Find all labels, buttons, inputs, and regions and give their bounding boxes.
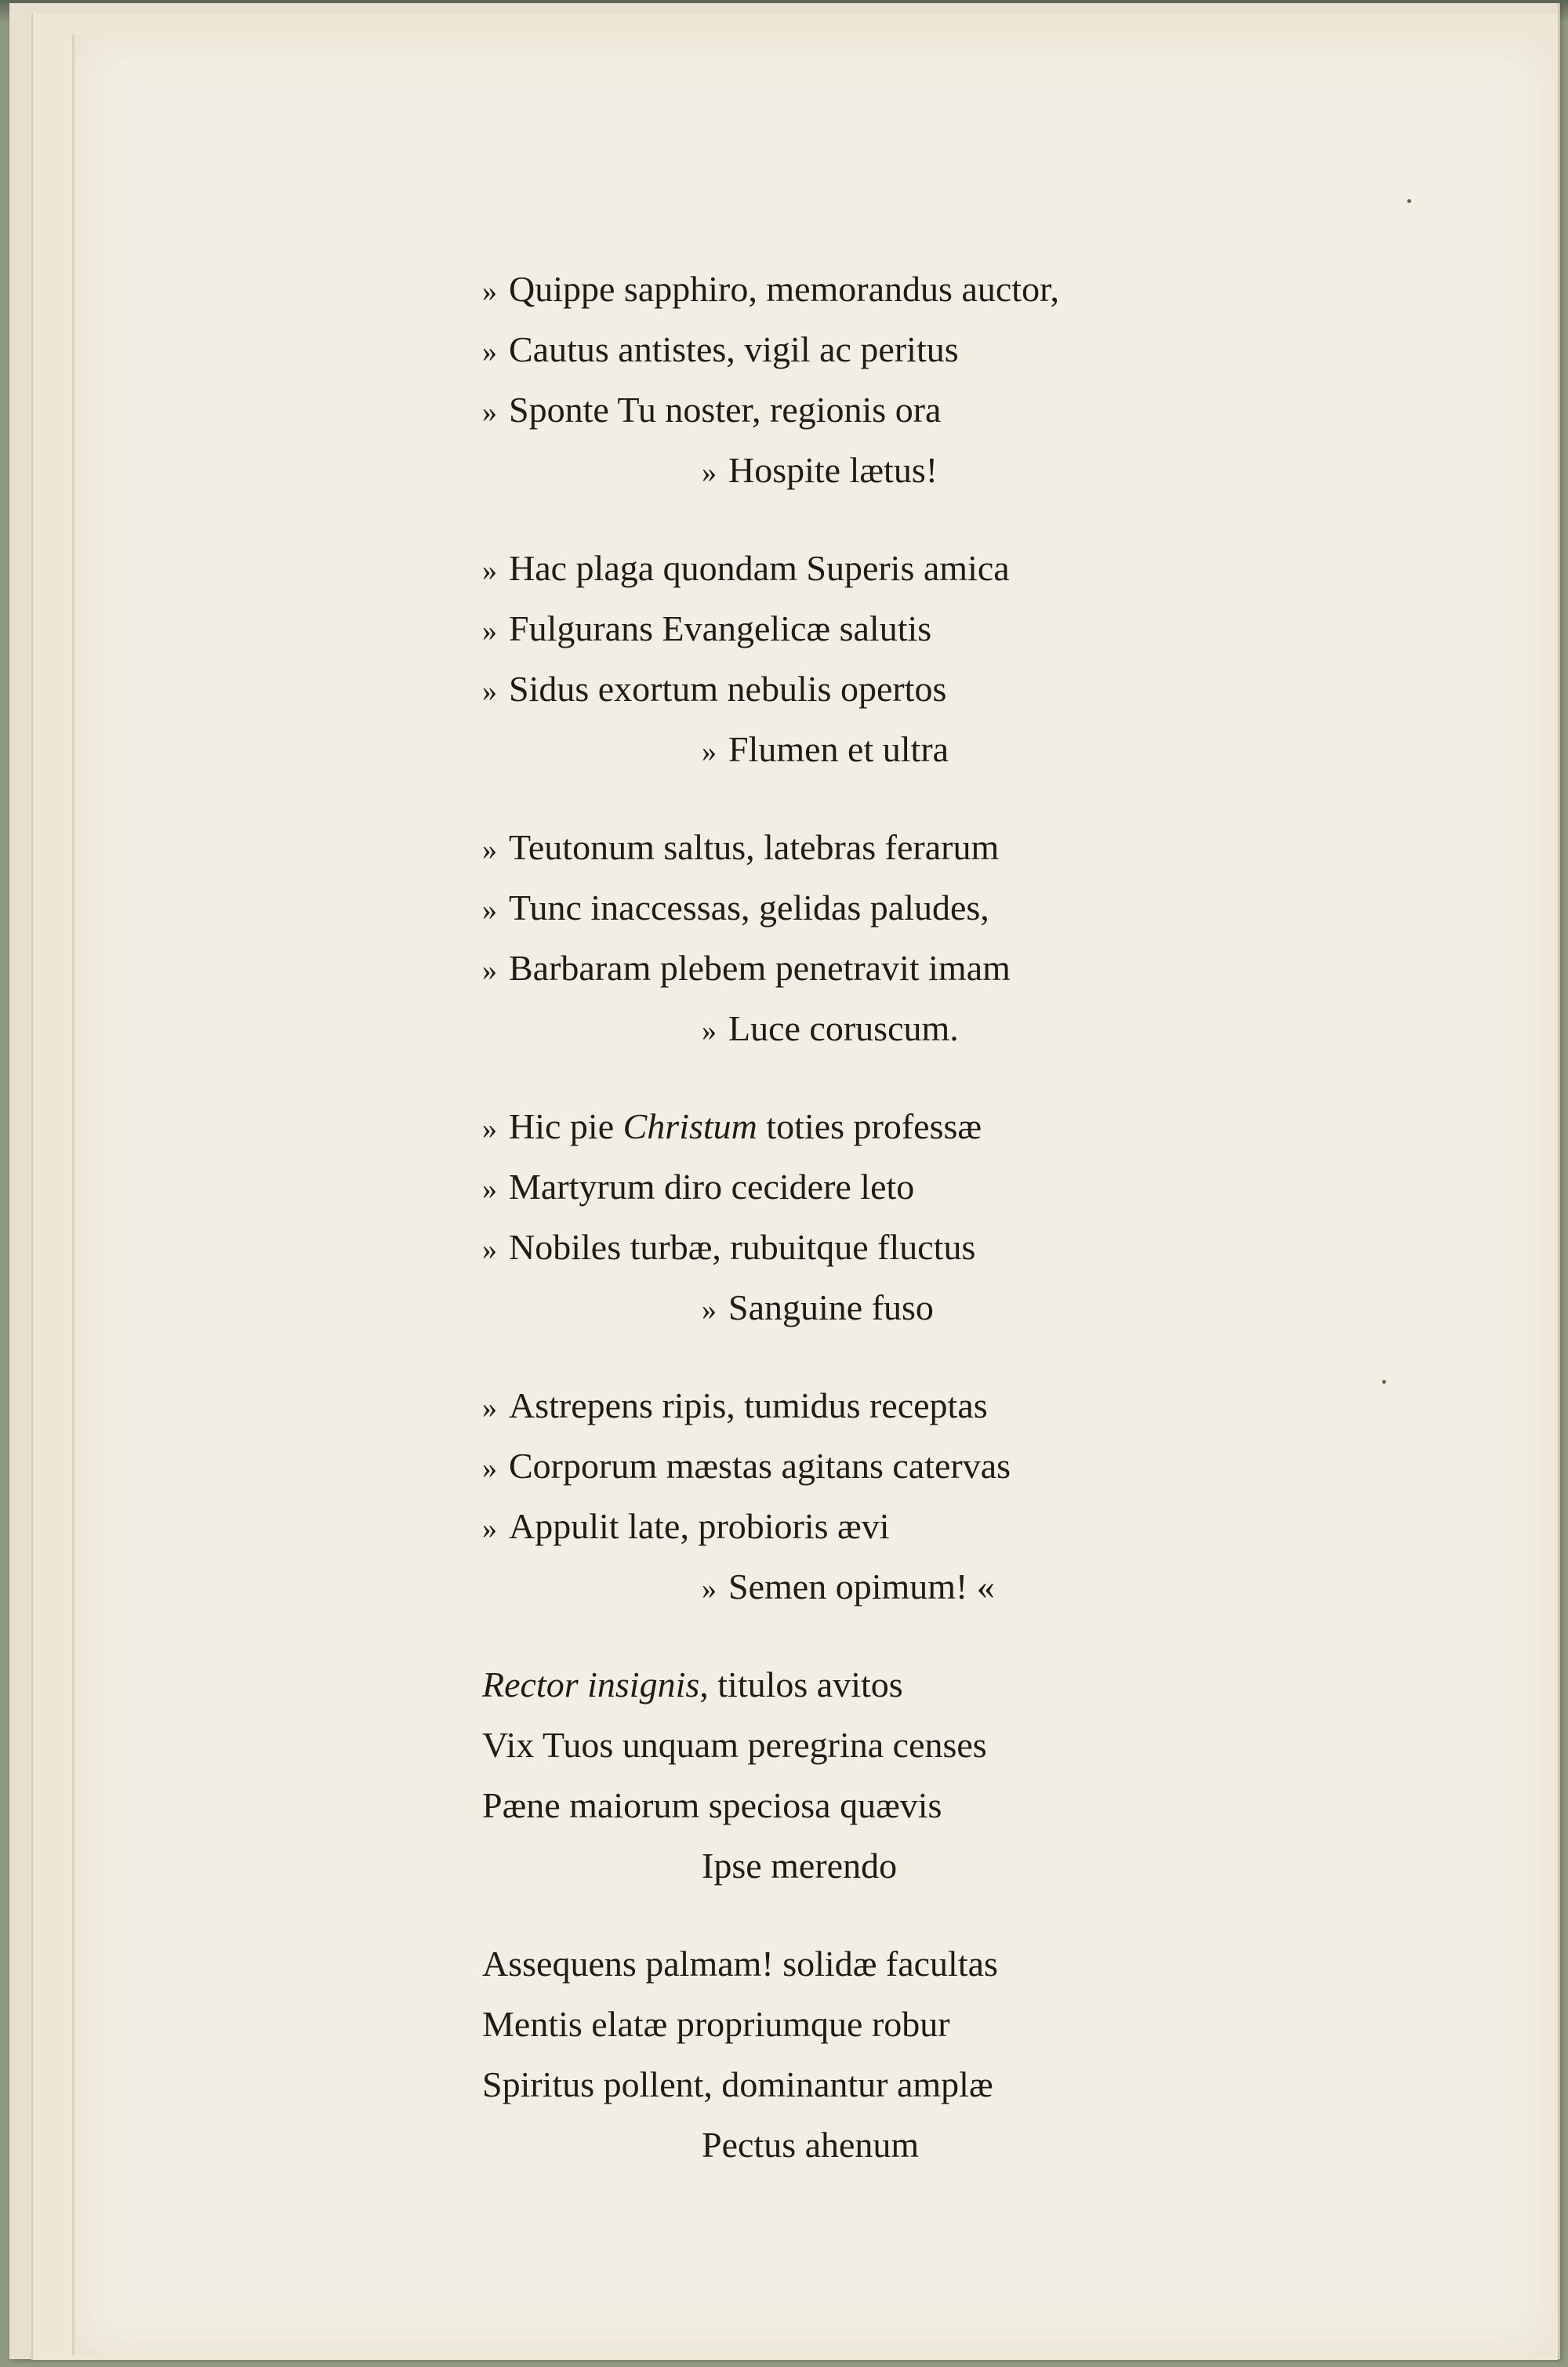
quote-mark: »: [482, 833, 497, 866]
quote-mark: »: [482, 1512, 497, 1545]
quote-mark: »: [482, 615, 497, 648]
line-text: Corporum mæstas agitans catervas: [509, 1446, 1011, 1486]
line-text: Sidus exortum nebulis opertos: [509, 669, 947, 709]
line-text: Teutonum saltus, latebras ferarum: [509, 827, 1000, 867]
line-text: Nobiles turbæ, rubuitque fluctus: [509, 1227, 976, 1267]
line-text: Mentis elatæ propriumque robur: [482, 2004, 950, 2044]
line-text: Assequens palmam! solidæ facultas: [482, 1944, 998, 1984]
poem-line: [482, 1436, 1345, 1496]
quote-mark: »: [482, 275, 497, 308]
line-text: Sponte Tu noster, regionis ora: [509, 390, 942, 430]
poem-line: [482, 1654, 1345, 1715]
line-text: Fulgurans Evangelicæ salutis: [509, 608, 932, 648]
quote-mark: »: [482, 1173, 497, 1206]
quote-mark: »: [702, 456, 717, 489]
poem-line: [482, 1277, 1345, 1338]
stanza-2: [482, 538, 1345, 779]
quote-mark: »: [482, 1392, 497, 1425]
poem-line: [482, 259, 1345, 319]
poem-line: [482, 2054, 1345, 2115]
quote-mark: »: [482, 954, 497, 987]
line-text: Semen opimum! «: [728, 1567, 995, 1606]
quote-mark: »: [482, 1452, 497, 1485]
line-text-after: toties professæ: [757, 1106, 982, 1146]
line-text: Sanguine fuso: [728, 1287, 934, 1327]
poem-line: [482, 998, 1345, 1058]
line-text: Hac plaga quondam Superis amica: [509, 548, 1010, 588]
poem-line: [482, 2115, 1345, 2175]
poem-line: [482, 440, 1345, 500]
line-text: Martyrum diro cecidere leto: [509, 1167, 915, 1207]
poem-line: [482, 538, 1345, 598]
quote-mark: »: [482, 1233, 497, 1266]
page: [72, 34, 1555, 2355]
line-text-italic: Rector insignis: [482, 1665, 700, 1704]
poem-line: [482, 1096, 1345, 1156]
line-text: Tunc inaccessas, gelidas paludes,: [509, 888, 989, 928]
poem-line: [482, 1375, 1345, 1436]
poem-line: [482, 817, 1345, 877]
poem-line: [482, 1217, 1345, 1277]
poem-line: [482, 1556, 1345, 1617]
line-text: Vix Tuos unquam peregrina censes: [482, 1725, 987, 1765]
quote-mark: »: [702, 735, 717, 768]
poem-line: [482, 877, 1345, 938]
stanza-7: [482, 1933, 1345, 2175]
quote-mark: »: [482, 894, 497, 927]
quote-mark: »: [482, 336, 497, 368]
line-text: Barbaram plebem penetravit imam: [509, 948, 1011, 988]
line-text: Astrepens ripis, tumidus receptas: [509, 1385, 988, 1425]
poem-line: [482, 319, 1345, 379]
quote-mark: »: [482, 396, 497, 429]
poem-line: [482, 1156, 1345, 1217]
line-text: Hospite lætus!: [728, 450, 938, 490]
line-text: Ipse merendo: [702, 1846, 898, 1886]
poem-line: [482, 598, 1345, 659]
poem-body: [482, 259, 1345, 2213]
quote-mark: »: [482, 554, 497, 587]
line-text: Flumen et ultra: [728, 729, 949, 769]
stanza-1: [482, 259, 1345, 500]
stanza-3: [482, 817, 1345, 1058]
quote-mark: »: [702, 1573, 717, 1606]
quote-mark: »: [702, 1015, 717, 1047]
poem-line: [482, 1994, 1345, 2054]
poem-line: [482, 659, 1345, 719]
line-text-italic: Christum: [622, 1106, 757, 1146]
stanza-4: [482, 1096, 1345, 1338]
paper-speck: [1382, 1380, 1386, 1384]
stanza-6: [482, 1654, 1345, 1896]
line-text: Spiritus pollent, dominantur amplæ: [482, 2064, 993, 2104]
poem-line: [482, 1933, 1345, 1994]
poem-line: [482, 719, 1345, 779]
line-text: Appulit late, probioris ævi: [509, 1506, 890, 1546]
line-text: Pæne maiorum speciosa quævis: [482, 1785, 942, 1825]
quote-mark: »: [702, 1294, 717, 1327]
line-text: Pectus ahenum: [702, 2125, 920, 2165]
stanza-5: [482, 1375, 1345, 1617]
line-text: Cautus antistes, vigil ac peritus: [509, 329, 959, 369]
line-text-after: , titulos avitos: [699, 1665, 903, 1704]
poem-line: [482, 1715, 1345, 1775]
line-text-before: Hic pie: [509, 1106, 623, 1146]
poem-line: [482, 379, 1345, 440]
line-text: Luce coruscum.: [728, 1008, 959, 1048]
quote-mark: »: [482, 1113, 497, 1145]
line-text: Quippe sapphiro, memorandus auctor,: [509, 269, 1060, 309]
quote-mark: »: [482, 675, 497, 708]
poem-line: [482, 1835, 1345, 1896]
paper-speck: [1407, 199, 1411, 203]
poem-line: [482, 1775, 1345, 1835]
poem-line: [482, 1496, 1345, 1556]
poem-line: [482, 938, 1345, 998]
